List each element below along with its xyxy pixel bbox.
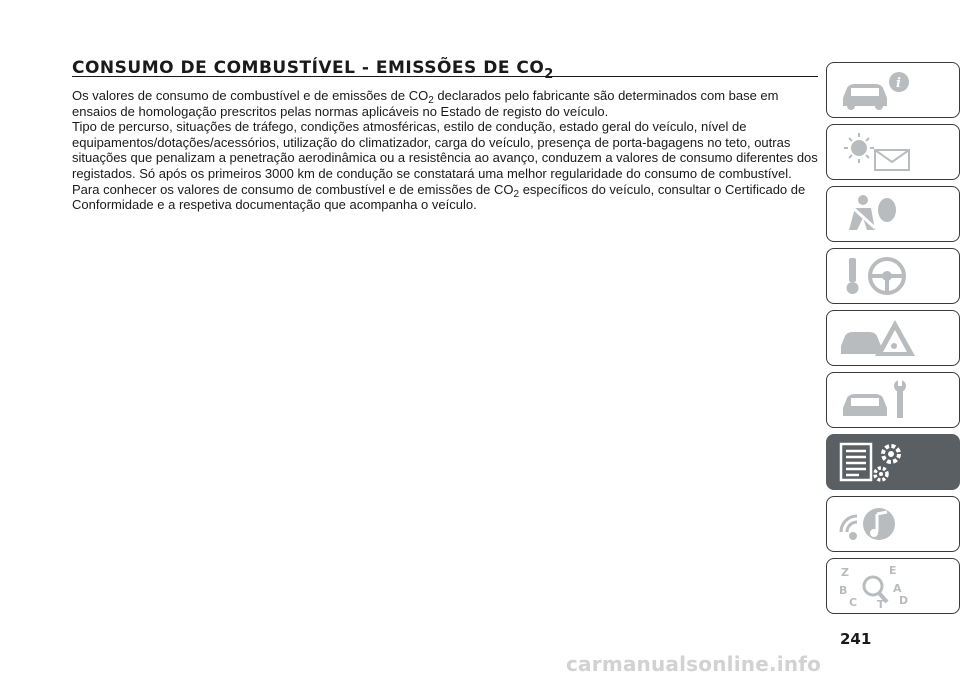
main-content: [72, 58, 818, 213]
technical-data-icon: [837, 440, 917, 484]
svg-text:i: i: [896, 76, 901, 91]
body-text: [72, 88, 818, 213]
page-number: 241: [840, 630, 872, 648]
subscript: 2: [513, 188, 520, 200]
svg-text:B: B: [839, 584, 848, 597]
car-info-icon: [837, 68, 917, 112]
paragraph-text: declarados pelo fabricante são determinados com base em ensaios de homologação prescritos pelas normas aplicáveis no Estado de registo do veículo.: [72, 88, 779, 119]
paragraph-text: Para conhecer os valores de consumo de combustível e de emissões de CO: [72, 181, 514, 197]
section-title-subscript: 2: [544, 67, 554, 82]
tab-safety[interactable]: [826, 186, 960, 242]
tab-technical-data[interactable]: [826, 434, 960, 490]
watermark: carmanualsonline.info: [566, 652, 822, 676]
svg-text:E: E: [889, 564, 897, 577]
title-rule: [72, 76, 818, 77]
tab-maintenance[interactable]: [826, 372, 960, 428]
subscript: 2: [428, 95, 434, 106]
tab-index[interactable]: [826, 558, 960, 614]
warning-lights-message-icon: [837, 130, 917, 174]
alphabetical-index-icon: [837, 564, 917, 608]
tab-multimedia[interactable]: [826, 496, 960, 552]
key-steering-wheel-icon: [837, 254, 917, 298]
paragraph-text: específicos do veículo, consultar o Certificado de Conformidade e a respetiva documentação que acompanha o veículo.: [72, 181, 806, 213]
tab-car-info[interactable]: [826, 62, 960, 118]
tab-starting-driving[interactable]: [826, 248, 960, 304]
paragraph-homologation: [72, 88, 818, 119]
svg-text:Z: Z: [841, 566, 849, 579]
svg-text:A: A: [893, 582, 902, 595]
emergency-breakdown-icon: [837, 316, 917, 360]
paragraph-certificate: [72, 182, 818, 213]
tab-warning-lights[interactable]: [826, 124, 960, 180]
paragraph-factors: Tipo de percurso, situações de tráfego, condições atmosféricas, estilo de condução, estado geral do veículo, nível de equipamentos/dotações/acessórios, utilização do climatizador, carga do veículo, presença de porta-bagagens no teto, outras situações que penalizam a penetração aerodinâmica ou a resistência ao avanço, conduzem a valores de consumo diferentes dos registados. Só após os primeiros 3000 km de condução se constatará uma melhor regularidade do consumo de combustível.: [72, 119, 818, 181]
svg-text:T: T: [877, 598, 885, 608]
tab-emergency[interactable]: [826, 310, 960, 366]
paragraph-text: Os valores de consumo de combustível e de emissões de CO: [72, 88, 429, 103]
car-maintenance-icon: [837, 378, 917, 422]
section-title-text: CONSUMO DE COMBUSTÍVEL - EMISSÕES DE CO: [72, 58, 545, 78]
svg-text:D: D: [899, 594, 909, 607]
airbag-seatbelt-icon: [837, 192, 917, 236]
multimedia-icon: [837, 502, 917, 546]
svg-text:C: C: [849, 596, 858, 608]
